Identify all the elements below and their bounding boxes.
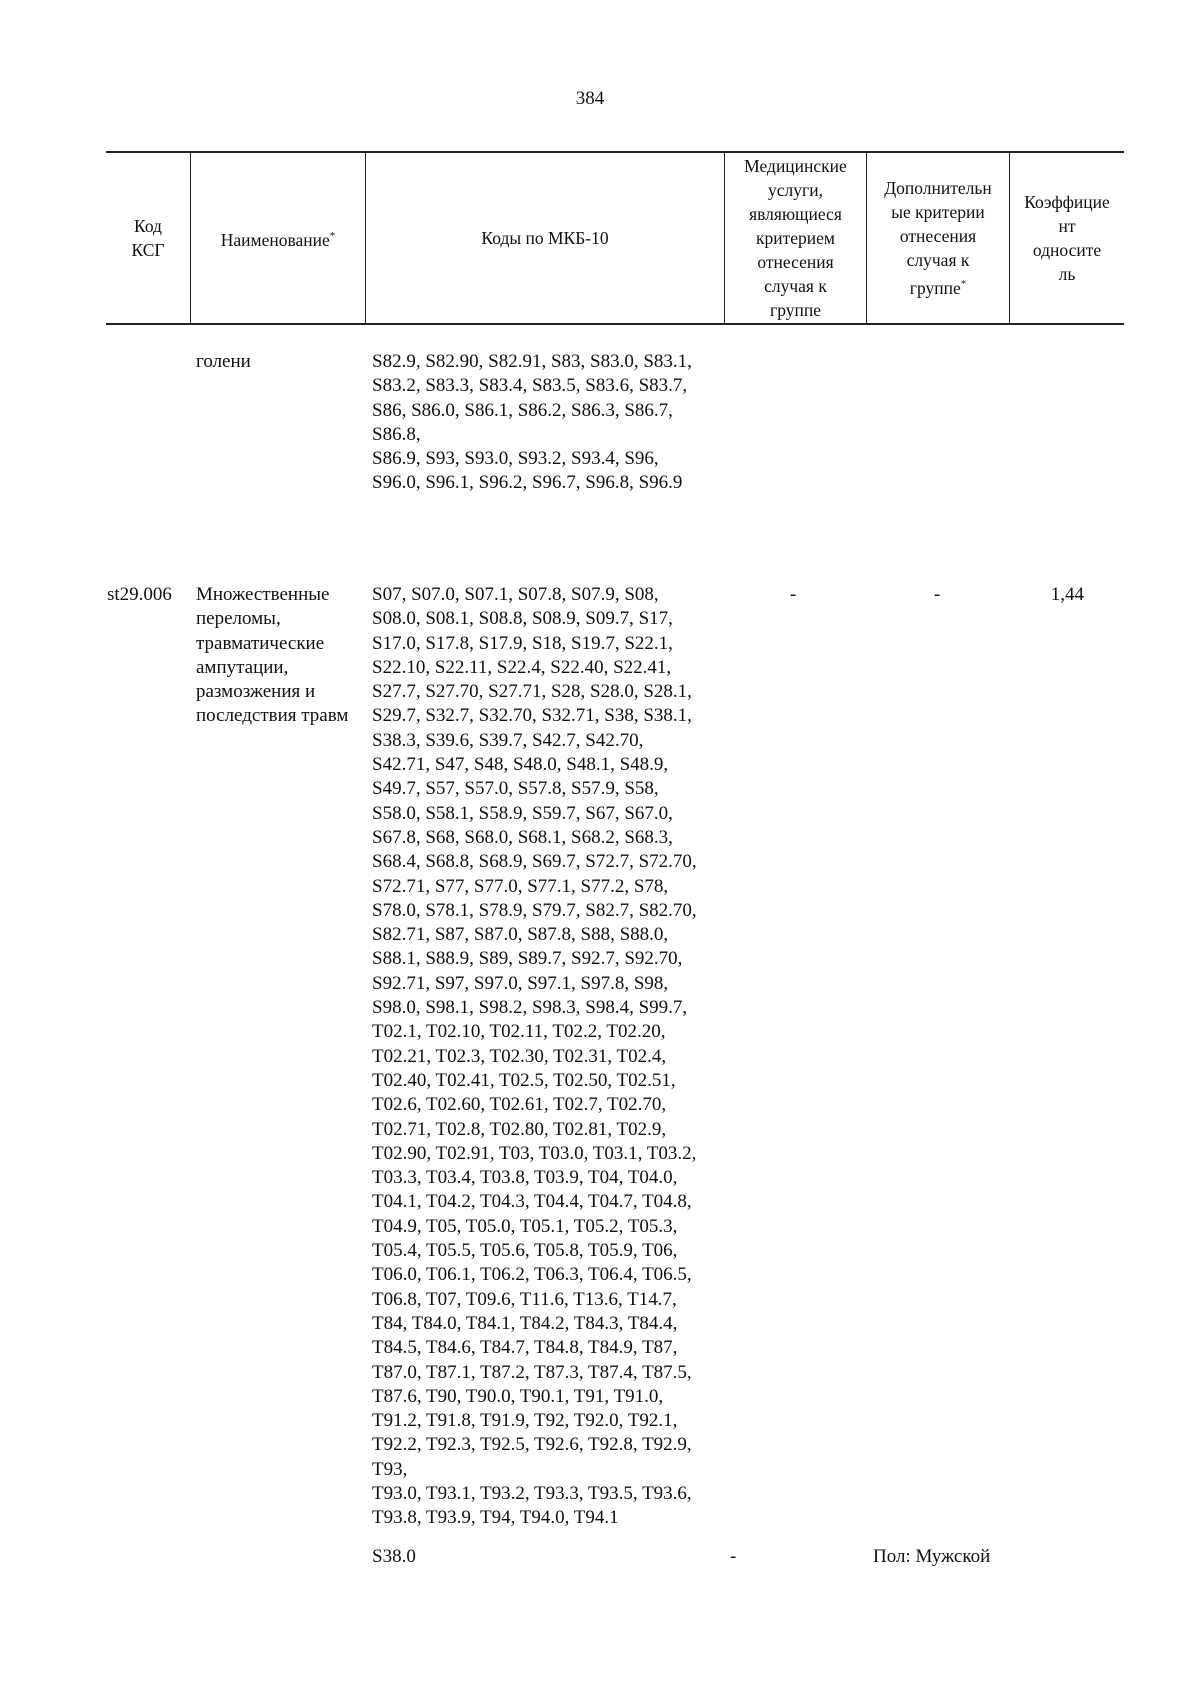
header-coef <box>1010 152 1124 324</box>
header-code-text: Код КСГ <box>131 216 165 260</box>
row-2-extra: - <box>934 584 941 605</box>
row-2-services: - <box>790 584 797 605</box>
row-1-name: голени <box>196 351 251 372</box>
row-2-code: st29.006 <box>107 584 172 605</box>
row-2-coef: 1,44 <box>1050 584 1084 605</box>
footnote-mark: * <box>329 230 336 243</box>
header-coef-text: Коэффицие нт односите ль <box>1024 192 1110 284</box>
footnote-mark: * <box>960 278 967 291</box>
header-name <box>191 152 365 324</box>
header-services <box>725 152 866 324</box>
row-3-extra: Пол: Мужской <box>873 1546 991 1567</box>
row-2-icd: S07, S07.0, S07.1, S07.8, S07.9, S08, S08.0, S08.1, S08.8, S08.9, S09.7, S17, S17.0, S17.8, S17.9, S18, S19.7, S22.1, S22.10, S22.11, S22.4, S22.40, S22.41, S27.7, S27.70, S27.71, S28, S28.0, S28.1, S29.7, S32.7, S32.70, S32.71, S38, S38.1, S38.3, S39.6, S39.7, S42.7, S42.70, S42.71, S47, S48, S48.0, S48.1, S48.9, S49.7, S57, S57.0, S57.8, S57.9, S58, S58.0, S58.1, S58.9, S59.7, S67, S67.0, S67.8, S68, S68.0, S68.1, S68.2, S68.3, S68.4, S68.8, S68.9, S69.7, S72.7, S72.70, S72.71, S77, S77.0, S77.1, S77.2, S78, S78.0, S78.1, S78.9, S79.7, S82.7, S82.70, S82.71, S87, S87.0, S87.8, S88, S88.0, S88.1, S88.9, S89, S89.7, S92.7, S92.70, S92.71, S97, S97.0, S97.1, S97.8, S98, S98.0, S98.1, S98.2, S98.3, S98.4, S99.7, T02.1, T02.10, T02.11, T02.2, T02.20, T02.21, T02.3, T02.30, T02.31, T02.4, T02.40, T02.41, T02.5, T02.50, T02.51, T02.6, T02.60, T02.61, T02.7, T02.70, T02.71, T02.8, T02.80, T02.81, T02.9, T02.90, T02.91, T03, T03.0, T03.1, T03.2, T03.3, T03.4, T03.8, T03.9, T04, T04.0, T04.1, T04.2, T04.3, T04.4, T04.7, T04.8, T04.9, T05, T05.0, T05.1, T05.2, T05.3, T05.4, T05.5, T05.6, T05.8, T05.9, T06, T06.0, T06.1, T06.2, T06.3, T06.4, T06.5, T06.8, T07, T09.6, T11.6, T13.6, T14.7, T84, T84.0, T84.1, T84.2, T84.3, T84.4, T84.5, T84.6, T84.7, T84.8, T84.9, T87, T87.0, T87.1, T87.2, T87.3, T87.4, T87.5, T87.6, T90, T90.0, T90.1, T91, T91.0, T91.2, T91.8, T91.9, T92, T92.0, T92.1, T92.2, T92.3, T92.5, T92.6, T92.8, T92.9, T93, T93.0, T93.1, T93.2, T93.3, T93.5, T93.6, T93.8, T93.9, T94, T94.0, T94.1 <box>372 584 697 1529</box>
header-extra-text: Дополнительн ые критерии отнесения случая к группе <box>884 178 992 298</box>
header-name-text: Наименование <box>220 229 330 250</box>
header-icd-text: Коды по МКБ-10 <box>481 228 609 248</box>
row-1-icd: S82.9, S82.90, S82.91, S83, S83.0, S83.1, S83.2, S83.3, S83.4, S83.5, S83.6, S83.7, S86, S86.0, S86.1, S86.2, S86.3, S86.7, S86.8, S86.9, S93, S93.0, S93.2, S93.4, S96, S96.0, S96.1, S96.2, S96.7, S96.8, S96.9 <box>372 351 692 494</box>
header-extra <box>867 152 1009 324</box>
row-3-icd: S38.0 <box>372 1546 416 1567</box>
row-3-services: - <box>730 1546 737 1567</box>
header-icd <box>366 152 724 324</box>
header-services-text: Медицинские услуги, являющиеся критерием отнесения случая к группе <box>744 156 847 320</box>
row-2-name: Множественные переломы, травматические ампутации, размозжения и последствия травм <box>196 584 349 727</box>
page-number: 384 <box>575 88 605 109</box>
header-code <box>106 152 190 324</box>
